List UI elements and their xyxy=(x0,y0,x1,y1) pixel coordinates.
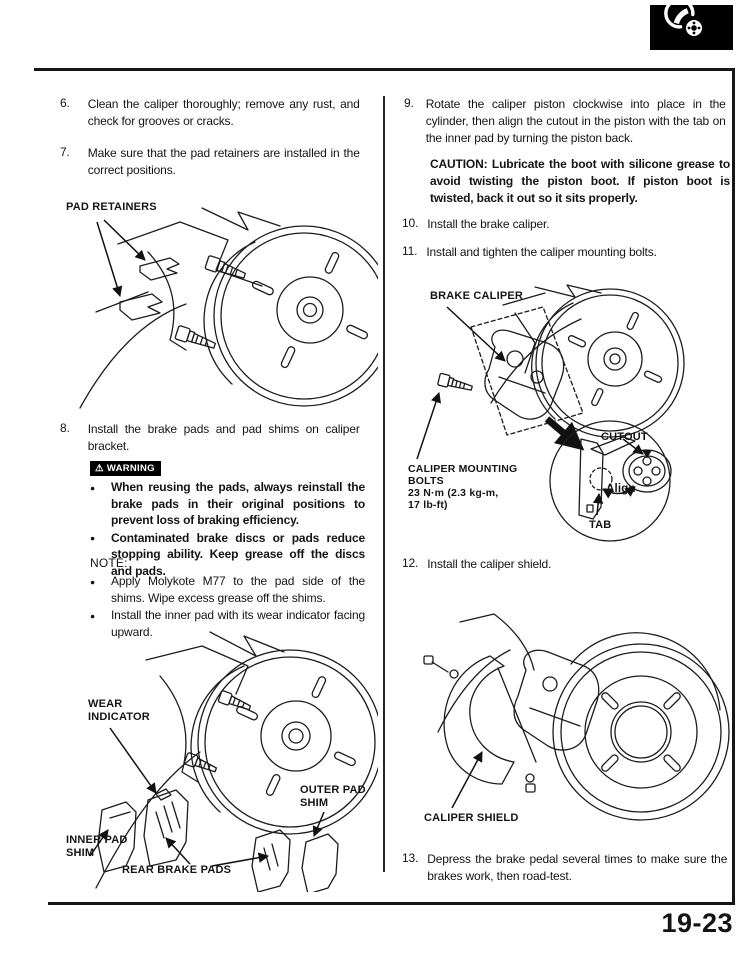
step-6 xyxy=(60,96,360,130)
step-number: 8. xyxy=(60,421,70,435)
caliper-bolt-drawing xyxy=(175,255,247,351)
pad-retainers-arrow-1 xyxy=(104,220,145,260)
step-8 xyxy=(60,421,360,455)
brake-disc-drawing xyxy=(532,289,684,437)
wear-indicator-label: WEAR INDICATOR xyxy=(88,698,150,723)
step-13 xyxy=(402,851,727,885)
figure-pad-retainers xyxy=(52,200,378,412)
note-item: ● Apply Molykote M77 to the pad side of the shims. Wipe excess grease off the shims. xyxy=(90,574,365,605)
brake-caliper-arrow xyxy=(447,307,505,361)
step-text: Install and tighten the caliper mounting bolts. xyxy=(426,245,657,259)
figure-brake-caliper xyxy=(395,283,735,579)
brake-disc-drawing xyxy=(204,226,378,406)
step-7 xyxy=(60,145,360,179)
caliper-shield-label: CALIPER SHIELD xyxy=(424,812,519,824)
step-number: 7. xyxy=(60,145,70,159)
figure-caliper-shield xyxy=(398,612,735,844)
step-text: Depress the brake pedal several times to make sure the brakes work, then road-test. xyxy=(427,852,728,883)
step-11 xyxy=(402,244,726,261)
step-number: 12. xyxy=(402,556,419,570)
cutout-label: CUTOUT xyxy=(601,431,648,443)
step-text: Install the brake caliper. xyxy=(427,217,550,231)
inner-pad-detail-drawing xyxy=(579,437,635,519)
top-rule xyxy=(34,68,735,71)
wear-indicator-arrow xyxy=(110,728,156,793)
caliper-mounting-bolts-label: CALIPER MOUNTING BOLTS 23 N·m (2.3 kg-m, 17 lb-ft) xyxy=(408,463,518,511)
warning-badge xyxy=(90,461,161,476)
step-12 xyxy=(402,556,727,573)
caution-text: CAUTION: Lubricate the boot with silicone grease to avoid twisting the piston boot. If piston boot is twisted, back it out so it sits properly. xyxy=(430,157,730,205)
step-text: Install the brake pads and pad shims on caliper bracket. xyxy=(87,422,360,453)
pad-retainers-label: PAD RETAINERS xyxy=(66,201,157,213)
section-icon-box xyxy=(650,5,733,50)
brake-disc-icon xyxy=(650,5,733,50)
tab-arrow xyxy=(597,494,599,515)
caliper-shield-drawing xyxy=(424,656,536,792)
step-text: Clean the caliper thoroughly; remove any rust, and check for grooves or cracks. xyxy=(87,97,360,128)
outer-pad-shim-drawing xyxy=(302,834,338,892)
note-item: ● Install the inner pad with its wear indicator facing upward. xyxy=(90,608,365,639)
caliper-bolt-drawing xyxy=(184,690,252,774)
step-number: 6. xyxy=(60,96,70,110)
note-heading: NOTE: xyxy=(90,556,128,570)
step-number: 10. xyxy=(402,216,419,230)
step-number: 13. xyxy=(402,851,419,865)
step-text: Make sure that the pad retainers are installed in the correct positions. xyxy=(87,146,360,177)
rear-brake-pads-label: REAR BRAKE PADS xyxy=(122,864,232,876)
outer-pad-shim-arrow xyxy=(314,812,324,836)
outer-pad-drawing xyxy=(252,830,290,892)
warning-triangle-icon: ⚠ xyxy=(95,463,104,474)
caliper-drawing xyxy=(514,650,599,750)
warning-list xyxy=(90,479,368,580)
mounting-bolts-arrow xyxy=(417,393,439,459)
brake-caliper-label: BRAKE CALIPER xyxy=(430,290,524,302)
warning-badge-label: WARNING xyxy=(106,463,155,474)
align-label: Align xyxy=(606,483,636,495)
step-text: Rotate the caliper piston clockwise into place in the cylinder, then align the cutout in the piston with the tab on the inner pad by turning the piston back. xyxy=(425,97,726,145)
step-9 xyxy=(404,96,726,147)
knuckle-drawing xyxy=(80,208,280,408)
knuckle-drawing xyxy=(438,614,534,732)
step-10 xyxy=(402,216,727,233)
warning-item: ● When reusing the pads, always reinstall the brake pads in their original positions to prevent loss of braking efficiency. xyxy=(90,480,365,527)
outer-pad-shim-label: OUTER PAD SHIM xyxy=(300,784,366,809)
tab-label: TAB xyxy=(589,519,612,531)
caliper-shield-arrow xyxy=(452,752,482,808)
warning-item: ● Contaminated brake discs or pads reduce stopping ability. Keep grease off the discs and pads. xyxy=(90,530,365,578)
bullet-icon: ● xyxy=(90,576,96,587)
bullet-icon: ● xyxy=(90,610,96,621)
page-number: 19-23 xyxy=(661,908,733,938)
bullet-icon: ● xyxy=(90,533,96,543)
step-number: 9. xyxy=(404,96,414,110)
inner-pad-shim-label: INNER PAD SHIM xyxy=(66,834,128,859)
step-text: Install the caliper shield. xyxy=(427,557,552,571)
mounting-bolt-drawing xyxy=(438,373,474,393)
column-divider xyxy=(383,96,385,872)
bottom-rule xyxy=(48,902,735,905)
step-number: 11. xyxy=(402,244,418,258)
bullet-icon: ● xyxy=(90,482,96,493)
